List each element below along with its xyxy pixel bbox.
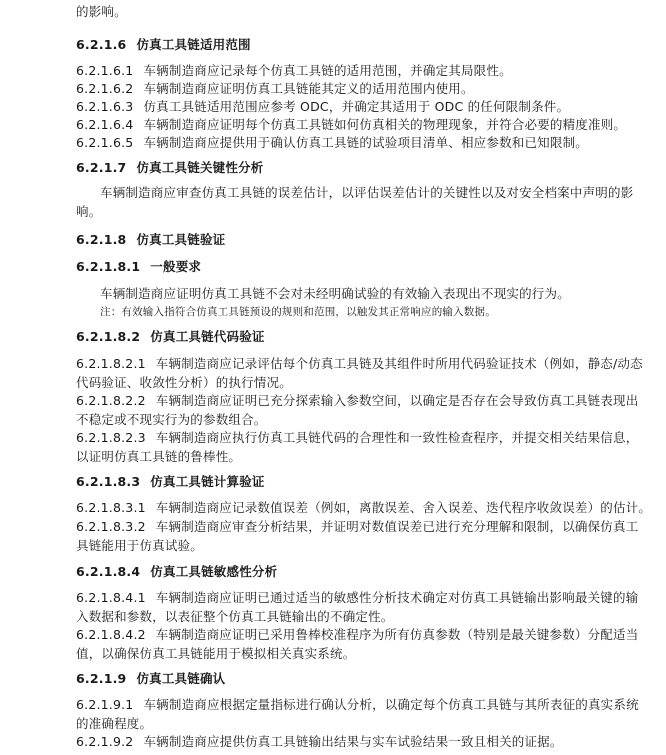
note-text: 注：有效输入指符合仿真工具链预设的规则和范围，以触发其正常响应的输入数据。	[100, 306, 496, 318]
clause-6-2-1-6-2: 6.2.1.6.2 车辆制造商应证明仿真工具链能其定义的适用范围内使用。	[76, 81, 474, 96]
section-heading-6-2-1-8: 6.2.1.8 仿真工具链验证	[76, 232, 226, 247]
paragraph-6-2-1-8-1: 车辆制造商应证明仿真工具链不会对未经明确试验的有效输入表现出不现实的行为。	[100, 286, 570, 301]
clause-6-2-1-6-1: 6.2.1.6.1 车辆制造商应记录每个仿真工具链的适用范围，并确定其局限性。	[76, 63, 512, 78]
clause-6-2-1-6-3: 6.2.1.6.3 仿真工具链适用范围应参考 ODC，并确定其适用于 ODC 的任何限制条件。	[76, 99, 570, 114]
paragraph-6-2-1-7: 车辆制造商应审查仿真工具链的误差估计，以评估误差估计的关键性以及对安全档案中声明的影	[100, 185, 634, 200]
clause-6-2-1-8-3-1: 6.2.1.8.3.1 车辆制造商应记录数值误差（例如，离散误差、舍入误差、迭代程序收敛误差）的估计。	[76, 500, 652, 515]
clause-6-2-1-8-3-2: 6.2.1.8.3.2 车辆制造商应审查分析结果，并证明对数值误差已进行充分理解和限制，以确保仿真工	[76, 519, 639, 534]
clause-6-2-1-6-5: 6.2.1.6.5 车辆制造商应提供用于确认仿真工具链的试验项目清单、相应参数和已知限制。	[76, 135, 588, 150]
section-heading-6-2-1-7: 6.2.1.7 仿真工具链关键性分析	[76, 160, 264, 175]
paragraph-continuation: 响。	[76, 204, 102, 219]
section-heading-6-2-1-8-2: 6.2.1.8.2 仿真工具链代码验证	[76, 329, 265, 344]
paragraph-continuation: 值，以确保仿真工具链能用于模拟相关真实系统。	[76, 646, 356, 661]
clause-6-2-1-8-2-2: 6.2.1.8.2.2 车辆制造商应证明已充分探索输入参数空间，以确定是否存在会导致仿真工具链表现出	[76, 393, 639, 408]
section-heading-6-2-1-8-1: 6.2.1.8.1 一般要求	[76, 259, 202, 274]
paragraph-continuation: 代码验证、收敛性分析）的执行情况。	[76, 375, 292, 390]
clause-6-2-1-9-1: 6.2.1.9.1 车辆制造商应根据定量指标进行确认分析，以确定每个仿真工具链与其所表征的真实系统	[76, 697, 639, 712]
section-heading-6-2-1-6: 6.2.1.6 仿真工具链适用范围	[76, 37, 251, 52]
section-heading-6-2-1-9: 6.2.1.9 仿真工具链确认	[76, 671, 226, 686]
clause-6-2-1-6-4: 6.2.1.6.4 车辆制造商应证明每个仿真工具链如何仿真相关的物理现象，并符合必要的精度准则。	[76, 117, 627, 132]
section-heading-6-2-1-8-4: 6.2.1.8.4 仿真工具链敏感性分析	[76, 564, 278, 579]
clause-6-2-1-8-2-3: 6.2.1.8.2.3 车辆制造商应执行仿真工具链代码的合理性和一致性检查程序，并提交相关结果信息，	[76, 430, 639, 445]
paragraph-continuation: 以证明仿真工具链的鲁棒性。	[76, 449, 242, 464]
clause-6-2-1-8-4-2: 6.2.1.8.4.2 车辆制造商应证明已采用鲁棒校准程序为所有仿真参数（特别是最关键参数）分配适当	[76, 627, 639, 642]
paragraph-continuation: 的准确程度。	[76, 716, 153, 731]
clause-6-2-1-8-4-1: 6.2.1.8.4.1 车辆制造商应证明已通过适当的敏感性分析技术确定对仿真工具链输出影响最关键的输	[76, 590, 639, 605]
paragraph-continuation: 不稳定或不现实行为的参数组合。	[76, 412, 267, 427]
section-heading-6-2-1-8-3: 6.2.1.8.3 仿真工具链计算验证	[76, 474, 265, 489]
clause-6-2-1-8-2-1: 6.2.1.8.2.1 车辆制造商应记录评估每个仿真工具链及其组件时所用代码验证技术（例如，静态/动态	[76, 356, 643, 371]
paragraph-continuation: 的影响。	[76, 4, 127, 19]
clause-6-2-1-9-2: 6.2.1.9.2 车辆制造商应提供仿真工具链输出结果与实车试验结果一致且相关的证据。	[76, 734, 563, 749]
paragraph-continuation: 入数据和参数，以表征整个仿真工具链输出的不确定性。	[76, 609, 394, 624]
paragraph-continuation: 具链能用于仿真试验。	[76, 538, 204, 553]
